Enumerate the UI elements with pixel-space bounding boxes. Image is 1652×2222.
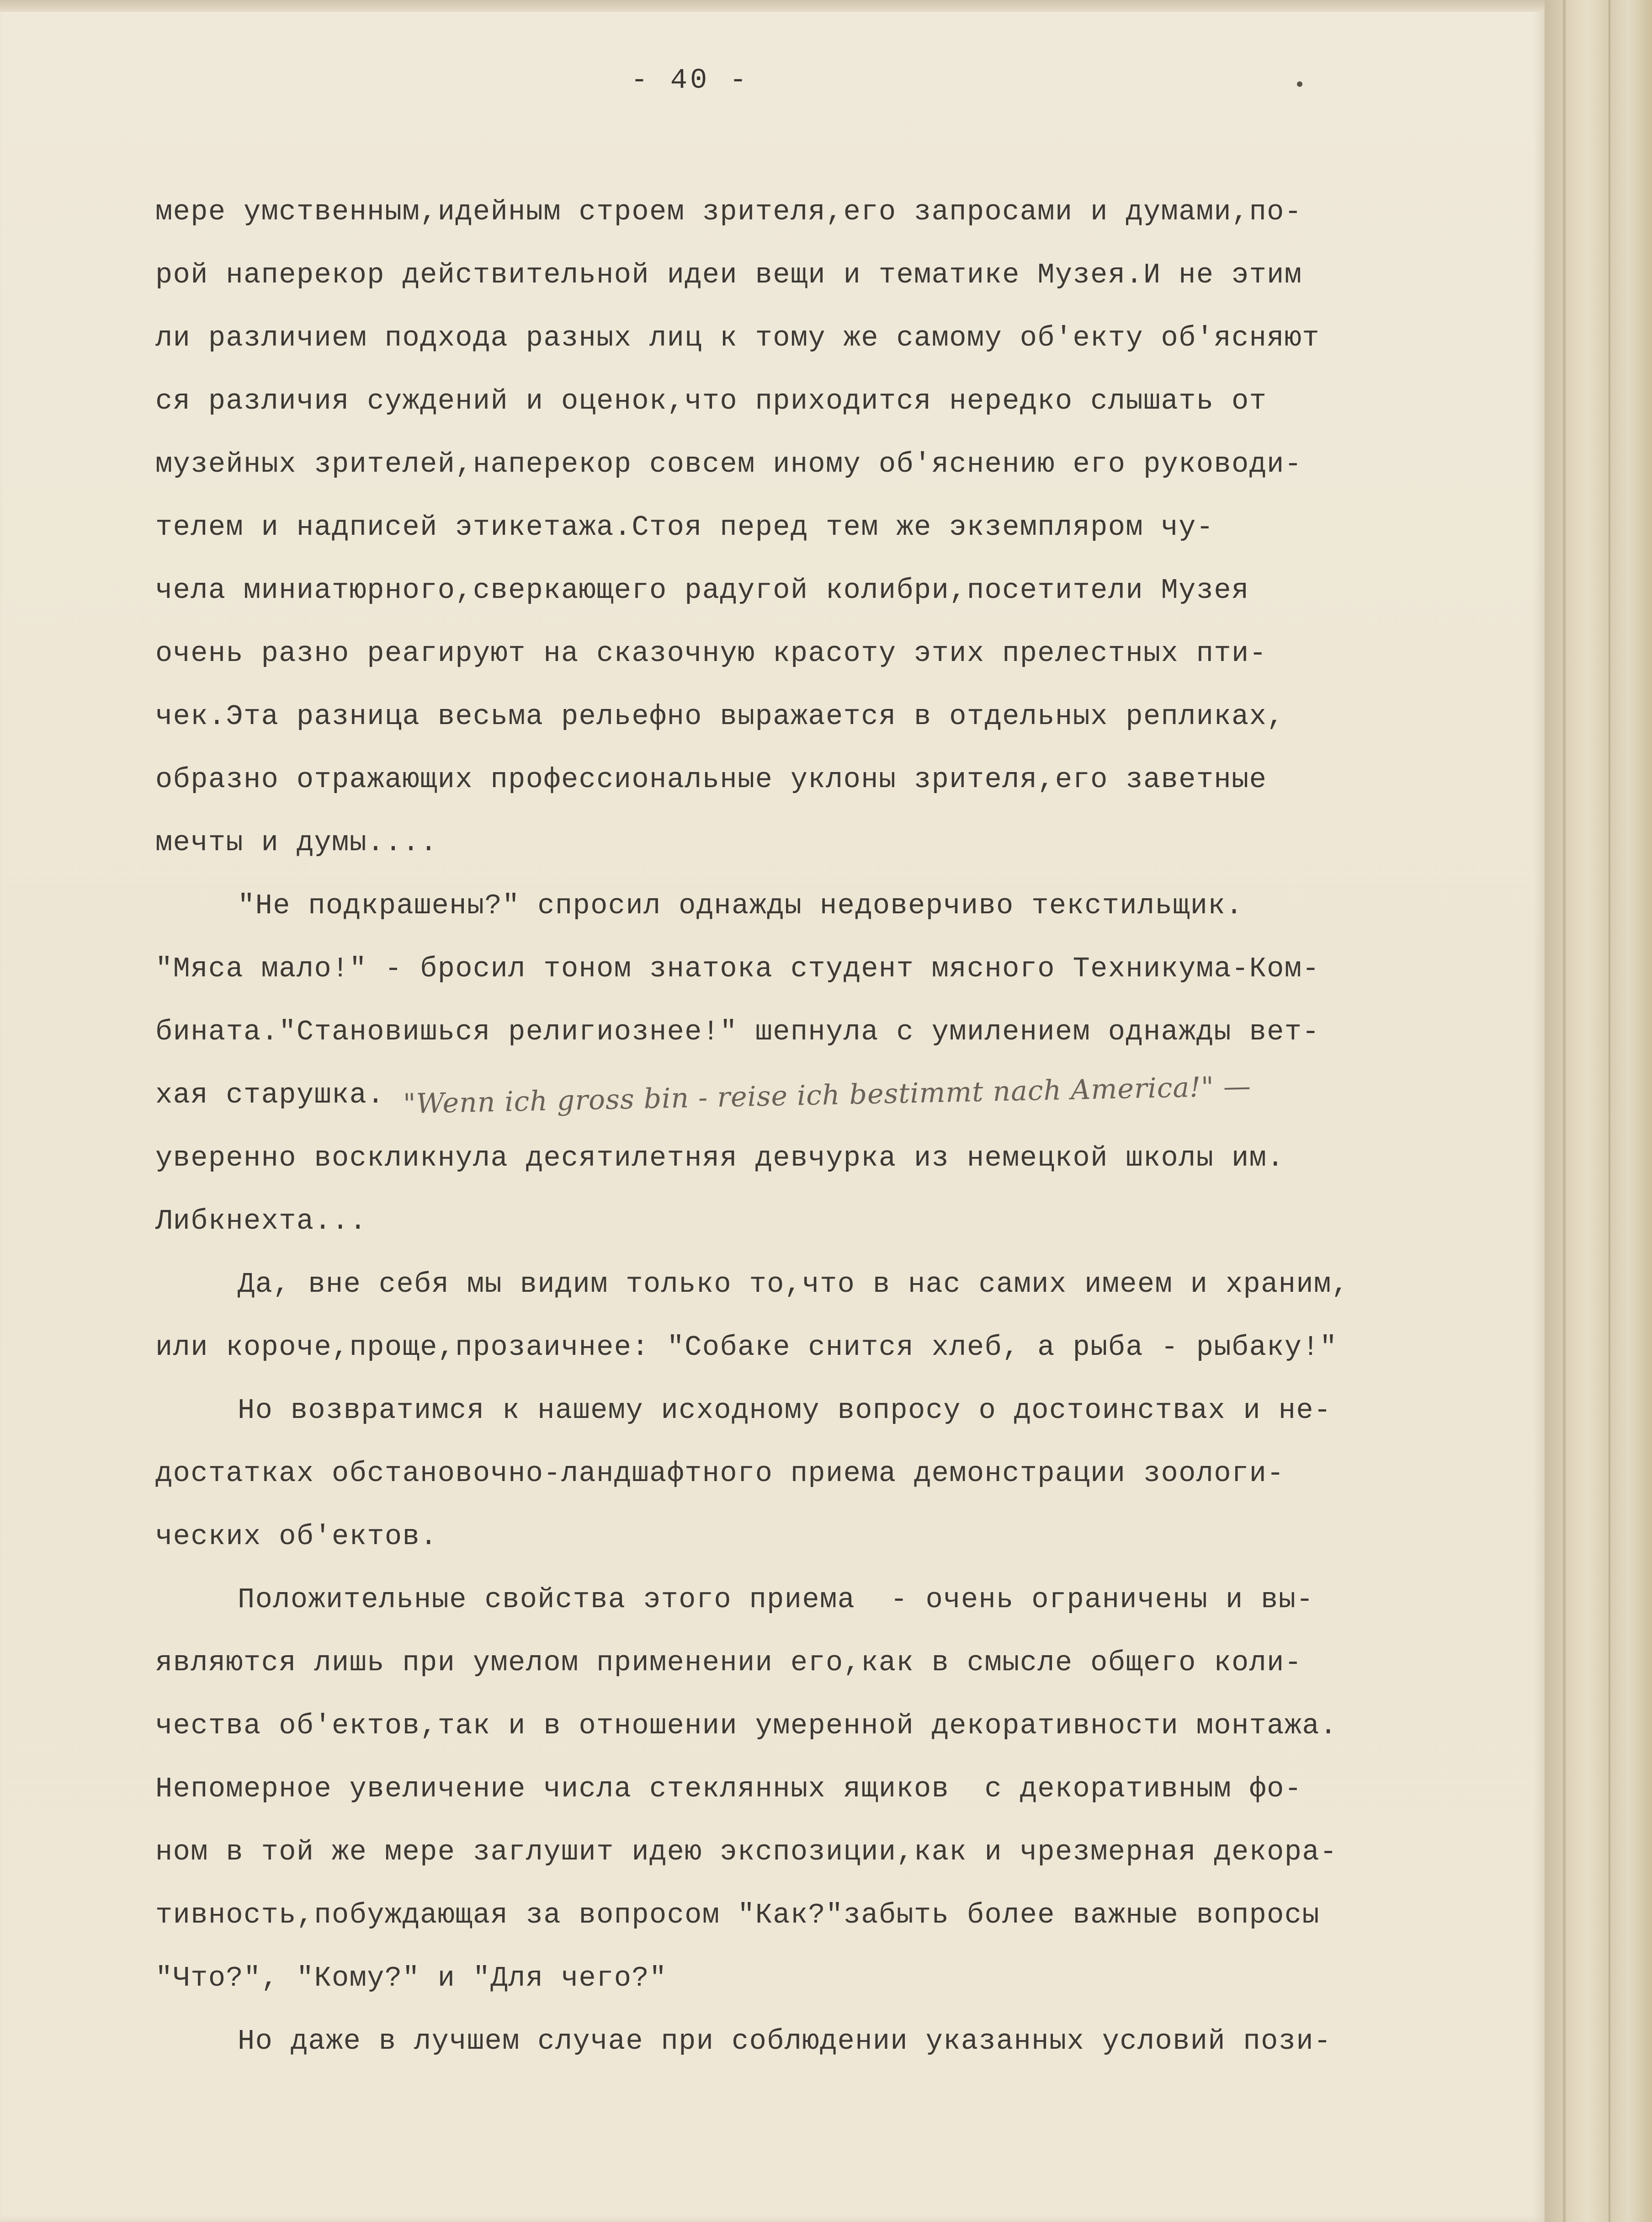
quote-line: "Мяса мало!" - бросил тоном знатока студент мясного Техникума-Ком- [155, 953, 1320, 985]
text-line: музейных зрителей,наперекор совсем иному об'яснению его руководи- [155, 448, 1302, 480]
handwritten-prefix: хая старушка. [155, 1079, 385, 1111]
text-line: образно отражающих профессиональные уклоны зрителя,его заветные [155, 763, 1267, 796]
text-line: уверенно воскликнула десятилетняя девчурка из немецкой школы им. [155, 1142, 1285, 1174]
text-line: Положительные свойства этого приема - очень ограничены и вы- [238, 1583, 1314, 1616]
text-line: Да, вне себя мы видим только то,что в нас самих имеем и храним, [238, 1268, 1349, 1300]
text-line: чества об'ектов,так и в отношении умеренной декоративности монтажа. [155, 1710, 1338, 1742]
text-line: достатках обстановочно-ландшафтного приема демонстрации зоологи- [155, 1457, 1285, 1490]
text-line: являются лишь при умелом применении его,как в смысле общего коли- [155, 1647, 1302, 1679]
handwritten-annotation: "Wenn ich gross bin - reise ich bestimmt nach America!" — [403, 1070, 1252, 1120]
text-line: ся различия суждений и оценок,что приходится нередко слышать от [155, 385, 1267, 417]
text-line: ли различием подхода разных лиц к тому же самому об'екту об'ясняют [155, 322, 1320, 354]
text-line: чела миниатюрного,сверкающего радугой колибри,посетители Музея [155, 574, 1249, 607]
text-line: Но даже в лучшем случае при соблюдении указанных условий пози- [238, 2025, 1332, 2057]
text-line: или короче,проще,прозаичнее: "Собаке снится хлеб, а рыба - рыбаку!" [155, 1331, 1338, 1364]
line-with-handwriting [155, 1064, 1535, 1127]
text-line: мечты и думы.... [155, 826, 438, 859]
quote-line: бината."Становишься религиознее!" шепнула с умилением однажды вет- [155, 1016, 1320, 1048]
text-line: Но возвратимся к нашему исходному вопросу о достоинствах и не- [238, 1394, 1332, 1427]
text-line: телем и надписей этикетажа.Стоя перед тем же экземпляром чу- [155, 511, 1214, 544]
typewritten-text [155, 181, 1535, 2073]
text-line: тивность,побуждающая за вопросом "Как?"забыть более важные вопросы [155, 1899, 1320, 1931]
text-line: мере умственным,идейным строем зрителя,его запросами и думами,по- [155, 196, 1302, 228]
text-line: чек.Эта разница весьма рельефно выражается в отдельных репликах, [155, 700, 1285, 733]
page-number: - 40 - [631, 64, 749, 96]
text-line: рой наперекор действительной идеи вещи и тематике Музея.И не этим [155, 259, 1302, 291]
paper-top-edge [0, 0, 1545, 12]
text-line: Либкнехта... [155, 1205, 367, 1237]
text-line: "Что?", "Кому?" и "Для чего?" [155, 1962, 667, 1994]
ink-dot [1297, 81, 1302, 87]
text-line: ном в той же мере заглушит идею экспозиции,как и чрезмерная декора- [155, 1836, 1338, 1868]
text-line: Непомерное увеличение числа стеклянных ящиков с декоративным фо- [155, 1773, 1302, 1805]
text-line: очень разно реагируют на сказочную красоту этих прелестных пти- [155, 637, 1267, 670]
text-line: ческих об'ектов. [155, 1520, 438, 1553]
folder-page-edges [1545, 0, 1652, 2222]
quote-line: "Не подкрашены?" спросил однажды недоверчиво текстильщик. [238, 890, 1243, 922]
